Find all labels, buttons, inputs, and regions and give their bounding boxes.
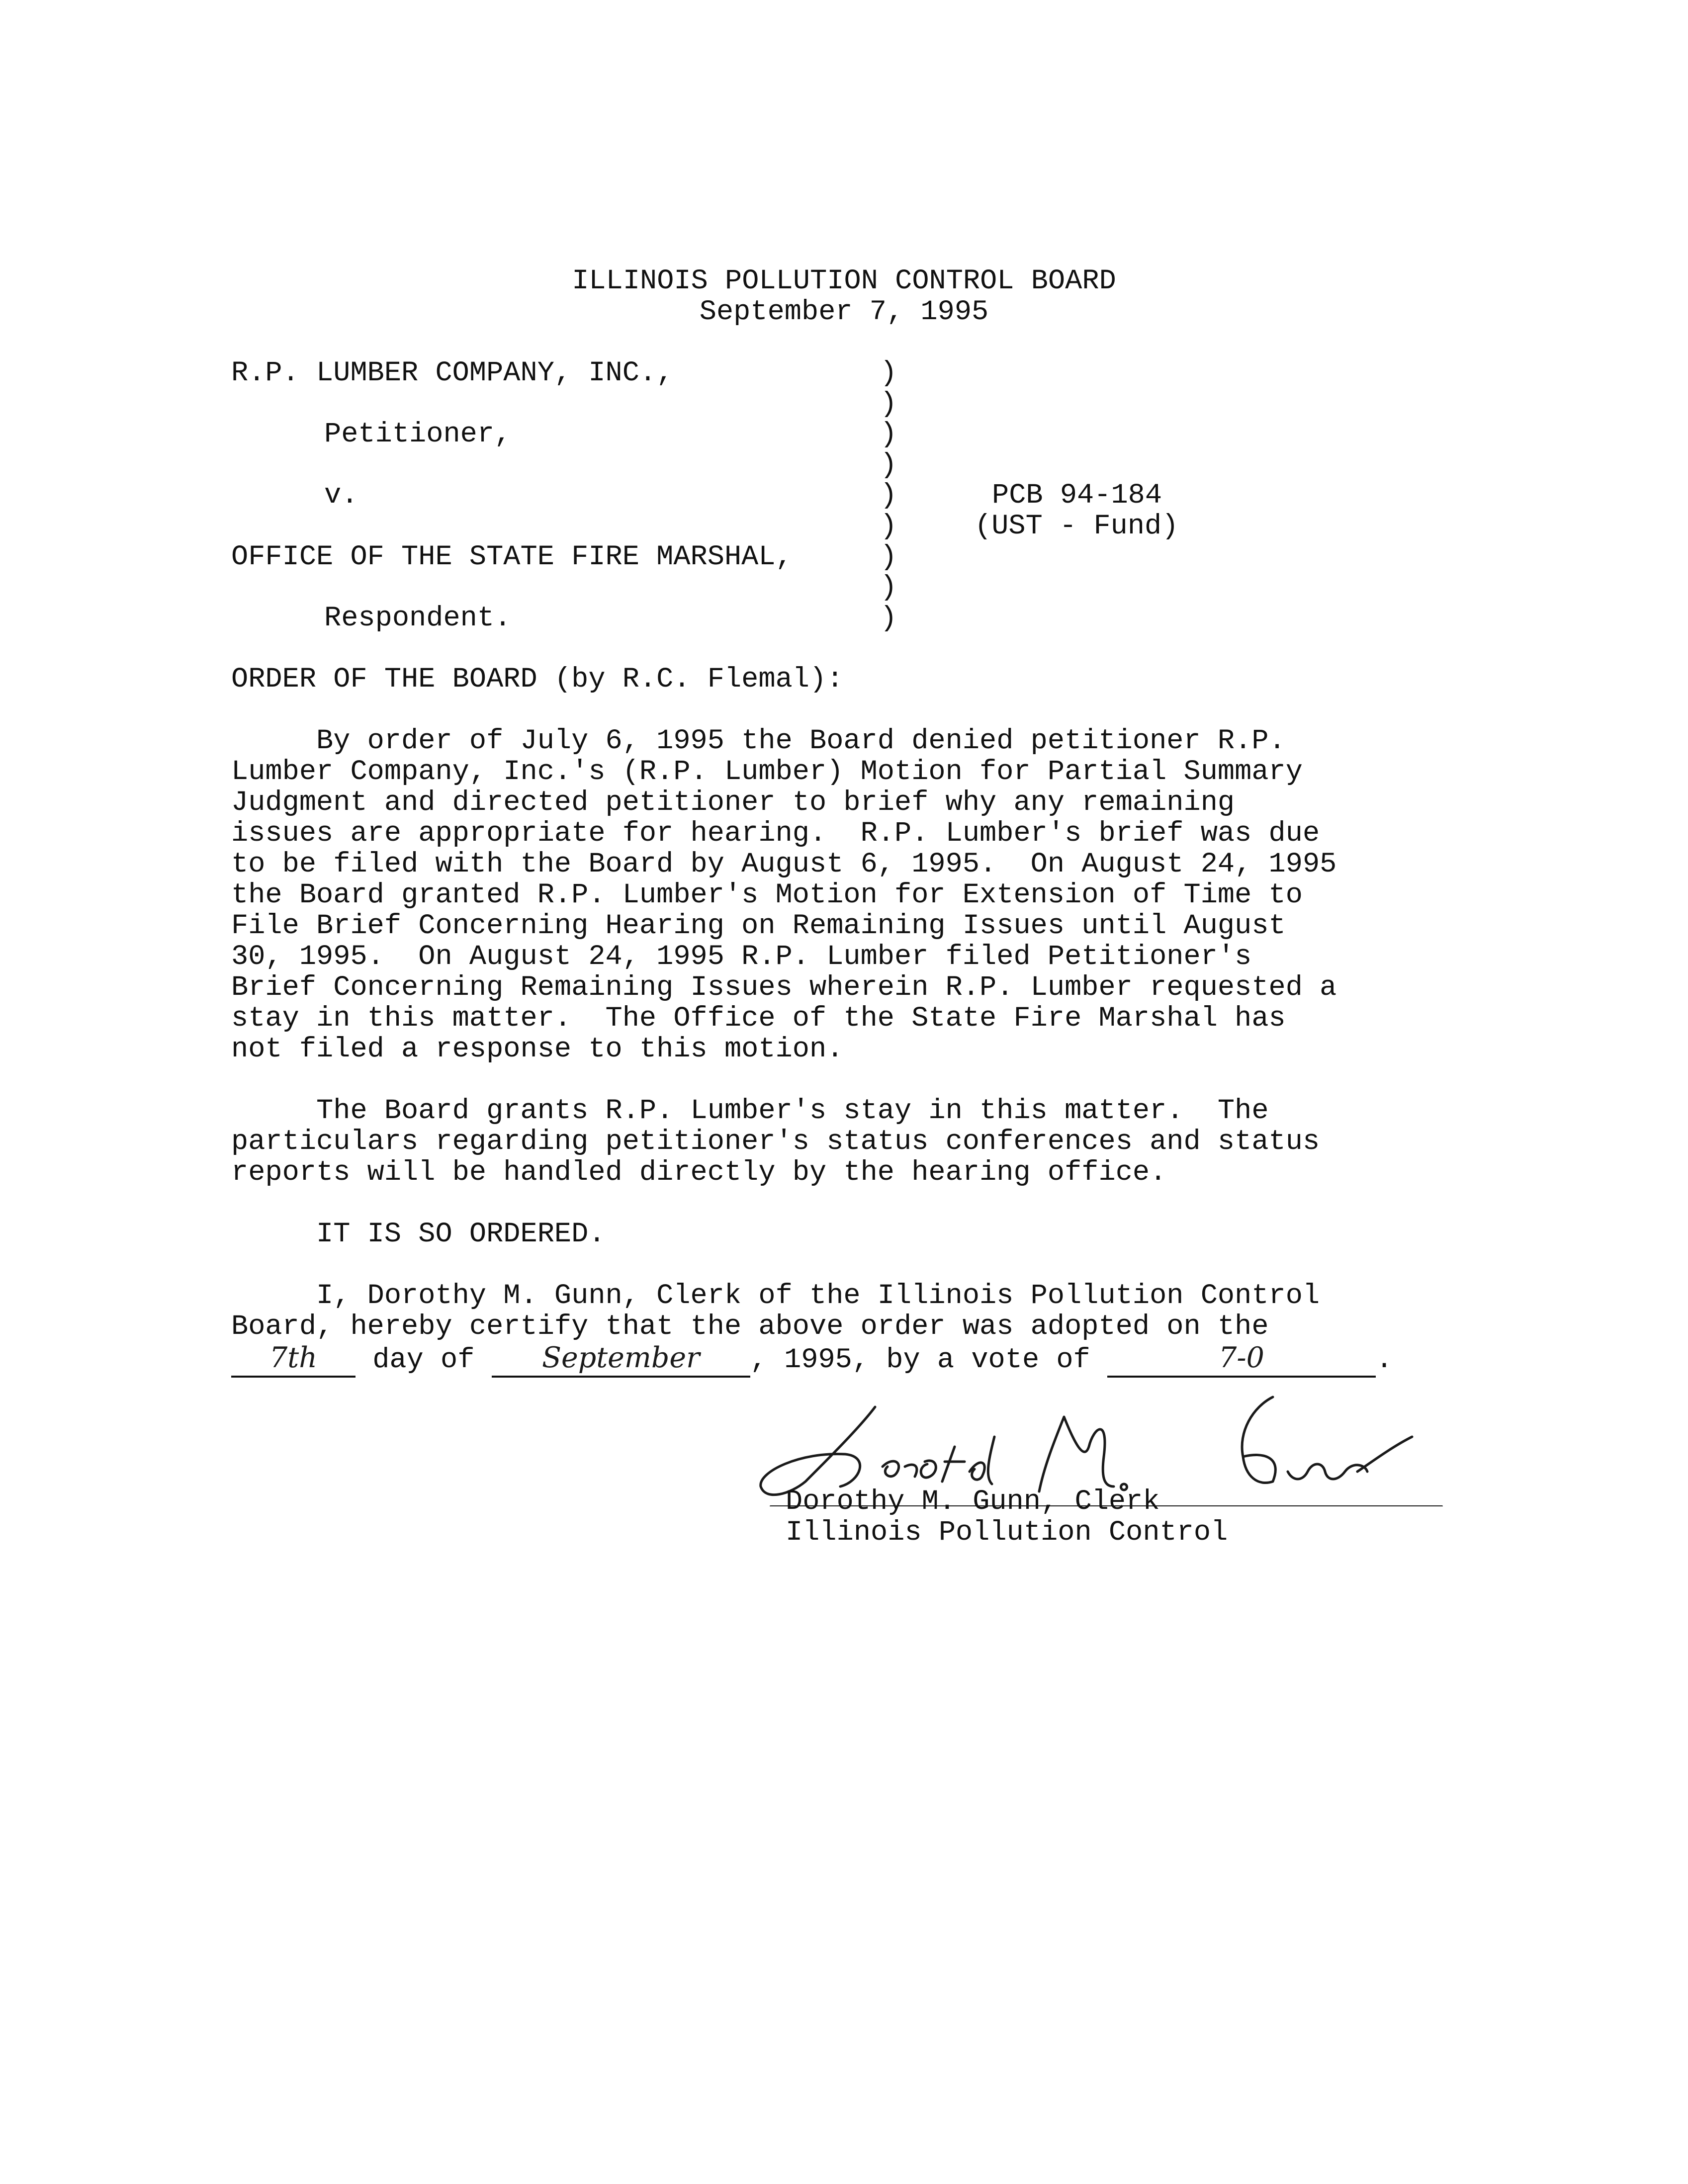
paragraph-line: stay in this matter. The Office of the State Fire Marshal has [231, 1003, 1286, 1035]
caption-paren: ) [880, 511, 897, 542]
paragraph-line: Brief Concerning Remaining Issues wherein R.P. Lumber requested a [231, 972, 1337, 1004]
certification-period: . [1375, 1344, 1393, 1376]
certification-line-2: Board, hereby certify that the above order was adopted on the [231, 1311, 1269, 1343]
agency-title: ILLINOIS POLLUTION CONTROL BOARD [572, 265, 1116, 297]
vote-handwritten: 7-0 [1219, 1341, 1264, 1374]
paragraph-line: 30, 1995. On August 24, 1995 R.P. Lumber filed Petitioner's [231, 941, 1252, 973]
caption-paren: ) [880, 572, 897, 604]
document-date: September 7, 1995 [699, 296, 989, 328]
paragraph-line: particulars regarding petitioner's status conferences and status [231, 1126, 1320, 1158]
paragraph-line: reports will be handled directly by the hearing office. [231, 1157, 1167, 1189]
respondent-role: Respondent. [324, 603, 512, 634]
paragraph-line: File Brief Concerning Hearing on Remaining Issues until August [231, 910, 1286, 942]
certification-line-1: I, Dorothy M. Gunn, Clerk of the Illinois Pollution Control [231, 1280, 1320, 1312]
paragraph-line: Judgment and directed petitioner to brief why any remaining [231, 787, 1235, 819]
paragraph-line: By order of July 6, 1995 the Board denied petitioner R.P. [231, 725, 1286, 757]
case-number: PCB 94-184 [992, 480, 1162, 512]
petitioner-name: R.P. LUMBER COMPANY, INC., [231, 357, 674, 389]
day-blank [231, 1342, 355, 1378]
year-vote-text: , 1995, by a vote of [750, 1344, 1107, 1376]
case-type: (UST - Fund) [975, 511, 1179, 542]
day-of-text: day of [355, 1344, 492, 1376]
paragraph-line: to be filed with the Board by August 6, 1995. On August 24, 1995 [231, 849, 1337, 880]
petitioner-role: Petitioner, [324, 419, 512, 450]
paragraph-line: The Board grants R.P. Lumber's stay in this matter. The [231, 1095, 1269, 1127]
versus-label: v. [324, 480, 358, 512]
clerk-printed-name: Dorothy M. Gunn, Clerk [786, 1486, 1160, 1518]
caption-paren: ) [880, 541, 897, 573]
paragraph-line: the Board granted R.P. Lumber's Motion for Extension of Time to [231, 879, 1303, 911]
caption-paren: ) [880, 603, 897, 634]
clerk-printed-org: Illinois Pollution Control [786, 1517, 1228, 1549]
paragraph-line: Lumber Company, Inc.'s (R.P. Lumber) Motion for Partial Summary [231, 756, 1303, 788]
paragraph-line: not filed a response to this motion. [231, 1034, 844, 1065]
caption-paren: ) [880, 357, 897, 389]
month-blank [492, 1342, 750, 1378]
so-ordered: IT IS SO ORDERED. [231, 1219, 606, 1250]
certification-line-3 [231, 1342, 1393, 1378]
vote-blank [1107, 1342, 1376, 1378]
respondent-name: OFFICE OF THE STATE FIRE MARSHAL, [231, 541, 793, 573]
month-handwritten: September [541, 1341, 700, 1374]
order-heading: ORDER OF THE BOARD (by R.C. Flemal): [231, 664, 844, 696]
caption-paren: ) [880, 449, 897, 481]
paragraph-line: issues are appropriate for hearing. R.P. Lumber's brief was due [231, 818, 1320, 850]
caption-paren: ) [880, 419, 897, 450]
caption-paren: ) [880, 480, 897, 512]
caption-paren: ) [880, 388, 897, 420]
day-handwritten: 7th [269, 1341, 317, 1374]
